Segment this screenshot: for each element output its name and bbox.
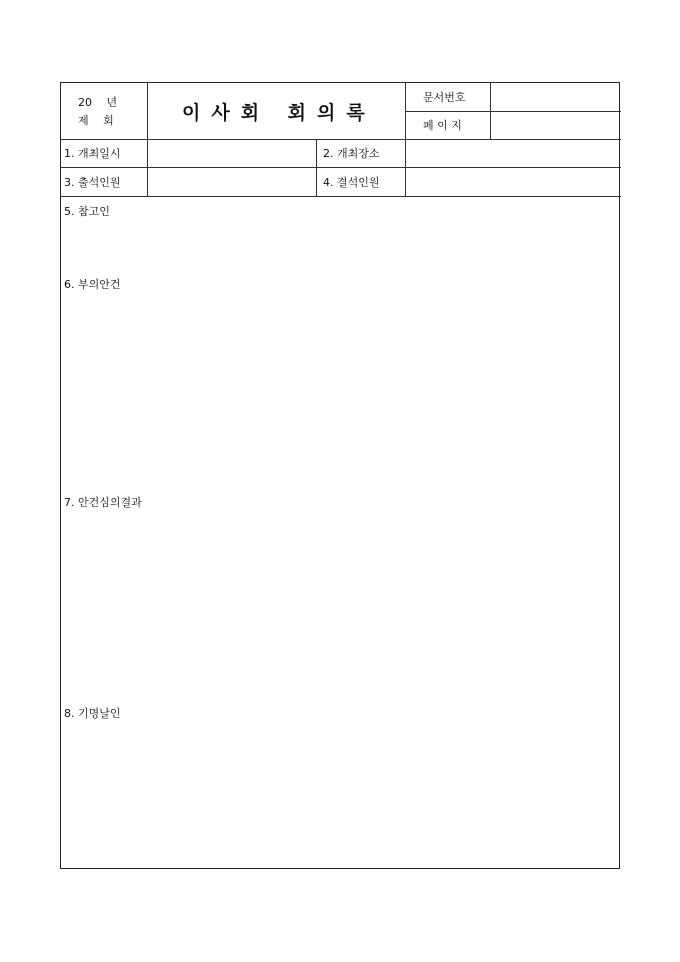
rows-divider-1 — [147, 139, 148, 196]
doc-number-label: 문서번호 — [423, 91, 466, 104]
meeting-place-value[interactable] — [411, 147, 611, 160]
minutes-form — [60, 82, 620, 869]
agenda-label: 6. 부의안건 — [64, 278, 121, 291]
meeting-date-value[interactable] — [153, 147, 308, 160]
doc-number-value[interactable] — [501, 91, 611, 104]
header-mid-line — [405, 111, 621, 112]
row1-bottom-line — [61, 167, 621, 168]
observers-label: 5. 참고인 — [64, 205, 110, 218]
attendees-value[interactable] — [153, 176, 308, 189]
header-left-divider — [147, 83, 148, 139]
header-right-divider — [405, 83, 406, 139]
results-label: 7. 안건심의결과 — [64, 496, 142, 509]
rows-divider-2 — [316, 139, 317, 196]
document-title: 이사회 회의록 — [182, 102, 376, 124]
session-year: 20 년 — [78, 96, 118, 109]
header-bottom-line — [61, 139, 621, 140]
session-number: 제 회 — [78, 114, 114, 127]
page-label: 페 이 지 — [423, 119, 462, 132]
meeting-date-label: 1. 개최일시 — [64, 147, 121, 160]
rows-divider-3 — [405, 139, 406, 196]
page-value[interactable] — [501, 119, 611, 132]
signatures-label: 8. 기명날인 — [64, 707, 121, 720]
absentees-label: 4. 결석인원 — [323, 176, 380, 189]
absentees-value[interactable] — [411, 176, 611, 189]
attendees-label: 3. 출석인원 — [64, 176, 121, 189]
header-value-divider — [490, 83, 491, 139]
row2-bottom-line — [61, 196, 621, 197]
meeting-place-label: 2. 개최장소 — [323, 147, 380, 160]
